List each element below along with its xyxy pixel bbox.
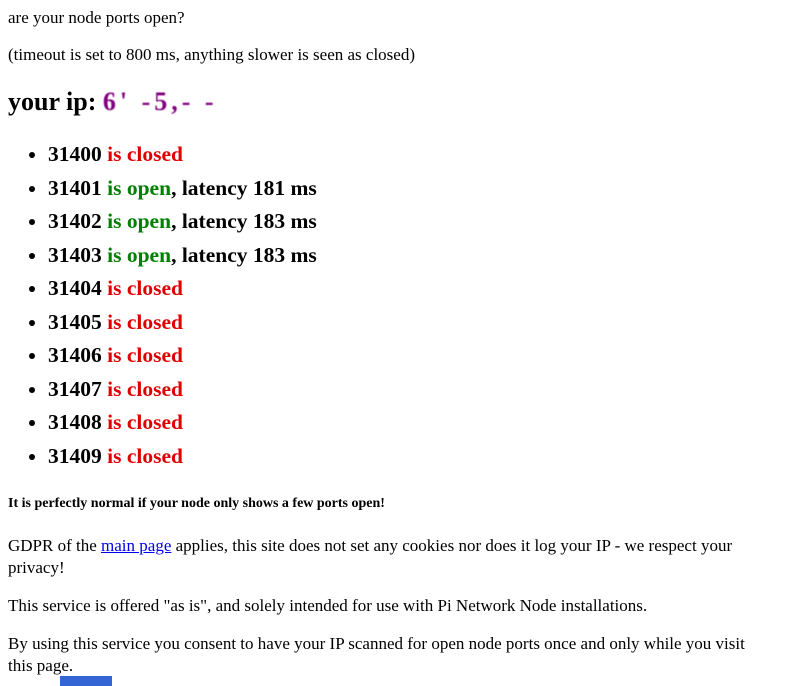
timeout-note: (timeout is set to 800 ms, anything slower is seen as closed) [8, 45, 415, 64]
gdpr-text-after: applies, this site does not set any cookies nor does it log your IP - we respect your privacy! [8, 535, 733, 577]
port-number: 31402 [48, 209, 102, 233]
gdpr-text-before: GDPR of the [8, 535, 102, 555]
as-is-note: This service is offered "as is", and solely intended for use with Pi Network Node installations. [8, 595, 648, 615]
port-number: 31405 [48, 309, 102, 334]
few-ports-note: It is perfectly normal if your node only shows a few ports open! [8, 495, 385, 511]
port-number: 31408 [48, 410, 102, 434]
port-row-31403 [48, 242, 792, 268]
page-question: are your node ports open? [8, 8, 185, 27]
port-row-31406 [48, 342, 792, 368]
port-number: 31403 [48, 242, 102, 267]
ip-label: your ip: [8, 87, 97, 116]
port-status: is open [107, 242, 172, 267]
port-number: 31407 [48, 376, 102, 401]
port-status: is closed [107, 376, 183, 401]
port-status: is open [107, 175, 172, 200]
redacted-ip-value: 6' -5,- - [102, 87, 218, 116]
port-row-31407 [48, 376, 792, 402]
main-page-link[interactable]: main page [101, 535, 172, 555]
consent-note: By using this service you consent to have your IP scanned for open node ports once and only while you visit this page. [8, 633, 745, 675]
port-row-31409 [48, 443, 792, 469]
port-number: 31401 [48, 175, 102, 200]
port-latency: , latency 183 ms [171, 242, 317, 267]
port-number: 31406 [48, 343, 102, 367]
ip-heading [8, 87, 792, 117]
port-status: is closed [107, 276, 183, 300]
port-row-31402 [48, 208, 792, 234]
port-latency: , latency 183 ms [171, 209, 317, 233]
port-status: is closed [107, 343, 183, 367]
cutoff-blue-element[interactable] [60, 676, 112, 686]
port-row-31400 [48, 141, 792, 167]
port-row-31404 [48, 275, 792, 301]
port-number: 31400 [48, 142, 102, 166]
port-status: is closed [107, 410, 183, 434]
port-number: 31409 [48, 443, 102, 468]
port-number: 31404 [48, 276, 102, 300]
gdpr-paragraph [8, 535, 760, 579]
port-row-31408 [48, 409, 792, 435]
port-status: is closed [107, 309, 183, 334]
port-latency: , latency 181 ms [171, 175, 317, 200]
port-status-list [8, 141, 792, 469]
port-status: is closed [107, 142, 183, 166]
port-row-31401 [48, 175, 792, 201]
port-status: is open [107, 209, 172, 233]
port-row-31405 [48, 309, 792, 335]
port-status: is closed [107, 443, 183, 468]
